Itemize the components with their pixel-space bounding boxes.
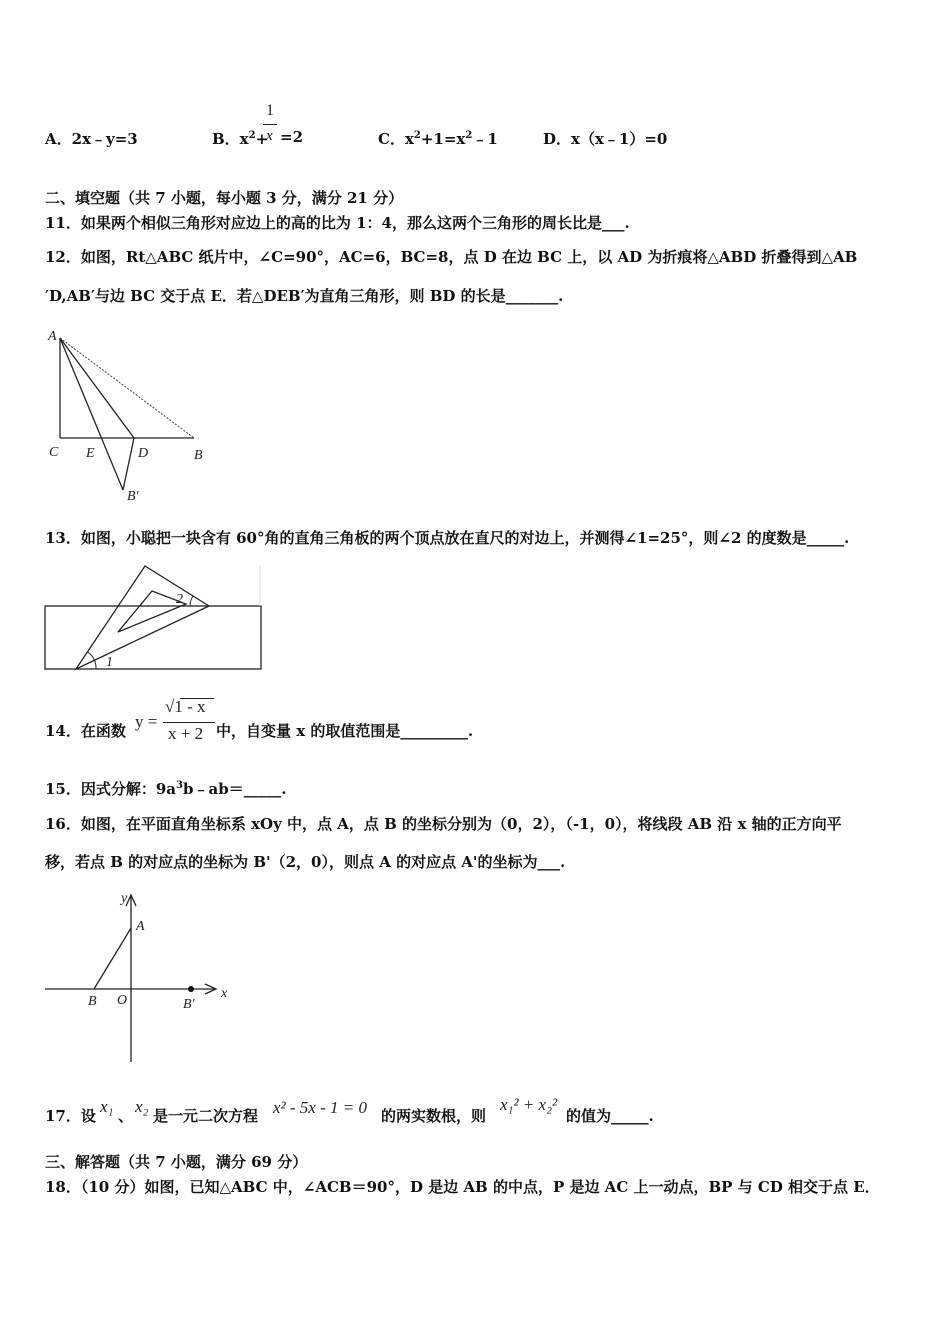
q12-label-d: D: [138, 446, 149, 461]
q14-numerator: √1 - x: [165, 697, 206, 716]
q17-x1: x₁: [100, 1097, 114, 1116]
question-18: 18．（10 分）如图，已知△ABC 中，∠ACB＝90°，D 是边 AB 的中点，P 是边 AC 上一动点，BP 与 CD 相交于点 E．: [45, 1178, 880, 1196]
q12-label-a: A: [48, 329, 57, 344]
q16-label-b-prime: B′: [183, 997, 195, 1012]
question-14-suffix: 中，自变量 x 的取值范围是_________.: [216, 722, 474, 740]
option-c-middle: +1=x: [420, 130, 466, 148]
q13-angle-2-label: 2: [176, 592, 183, 607]
option-a: A．2x﹣y=3: [45, 130, 138, 148]
q13-angle-1-label: 1: [106, 655, 113, 670]
option-b-numerator: 1: [266, 102, 274, 119]
q15-prefix: 15．因式分解：9a: [45, 780, 177, 798]
option-c-exponent-1: 2: [413, 130, 421, 141]
q14-y-equals: y =: [135, 712, 158, 731]
q16-label-a: A: [136, 919, 145, 934]
q17-suffix: 的值为_____.: [566, 1107, 654, 1125]
q17-middle-text-2: 的两实数根，则: [381, 1107, 487, 1125]
q12-label-b-prime: B′: [127, 489, 139, 504]
option-b-prefix: B．x: [212, 130, 249, 148]
q16-label-y: y: [121, 891, 128, 906]
question-11: 11．如果两个相似三角形对应边上的高的比为 1：4，那么这两个三角形的周长比是___.: [45, 214, 630, 232]
q17-separator: 、: [118, 1107, 134, 1125]
q15-suffix: b﹣ab＝_____.: [183, 780, 287, 798]
q12-label-b: B: [194, 448, 203, 463]
question-14-prefix: 14．在函数: [45, 722, 126, 740]
question-16-line-1: 16．如图，在平面直角坐标系 xOy 中，点 A，点 B 的坐标分别为（0，2），（-1，0），将线段 AB 沿 x 轴的正方向平: [45, 815, 842, 833]
q17-expression: x₁² + x₂²: [500, 1095, 558, 1114]
q12-label-e: E: [86, 446, 95, 461]
section-3-heading: 三、解答题（共 7 小题，满分 69 分）: [45, 1153, 308, 1171]
q14-denominator: x + 2: [168, 724, 204, 743]
option-b-plus: +: [255, 130, 269, 148]
option-b-suffix: =2: [280, 128, 304, 146]
question-12-line-2: ′D,AB′与边 BC 交于点 E．若△DEB′为直角三角形，则 BD 的长是_______.: [45, 287, 564, 305]
q12-label-c: C: [49, 445, 59, 460]
question-16-line-2: 移，若点 B 的对应点的坐标为 B'（2，0），则点 A 的对应点 A'的坐标为___.: [45, 853, 566, 871]
option-c-suffix: ﹣1: [472, 130, 498, 148]
q16-label-b: B: [88, 994, 97, 1009]
q17-equation: x² - 5x - 1 = 0: [273, 1098, 367, 1117]
question-17-prefix: 17．设: [45, 1107, 96, 1125]
q16-segment-ab: [94, 928, 131, 989]
question-13: 13．如图，小聪把一块含有 60°角的直角三角板的两个顶点放在直尺的对边上，并测得∠1=25°，则∠2 的度数是_____.: [45, 529, 850, 547]
q16-label-o: O: [117, 993, 128, 1008]
option-d: D．x（x﹣1）=0: [543, 130, 668, 148]
q17-x2: x₂: [135, 1097, 149, 1116]
option-b-exponent: 2: [248, 130, 256, 141]
q16-label-x: x: [221, 986, 228, 1001]
option-c-exponent-2: 2: [465, 130, 473, 141]
q15-exponent: 3: [176, 780, 183, 791]
option-c-prefix: C．x: [378, 130, 414, 148]
q17-middle-text: 是一元二次方程: [153, 1107, 259, 1125]
option-b-denominator: x: [266, 128, 273, 144]
question-12-line-1: 12．如图，Rt△ABC 纸片中，∠C=90°，AC=6，BC=8，点 D 在边 BC 上，以 AD 为折痕将△ABD 折叠得到△AB: [45, 248, 858, 266]
q16-point-b-prime: [188, 986, 194, 992]
section-2-heading: 二、填空题（共 7 小题，每小题 3 分，满分 21 分）: [45, 189, 404, 207]
